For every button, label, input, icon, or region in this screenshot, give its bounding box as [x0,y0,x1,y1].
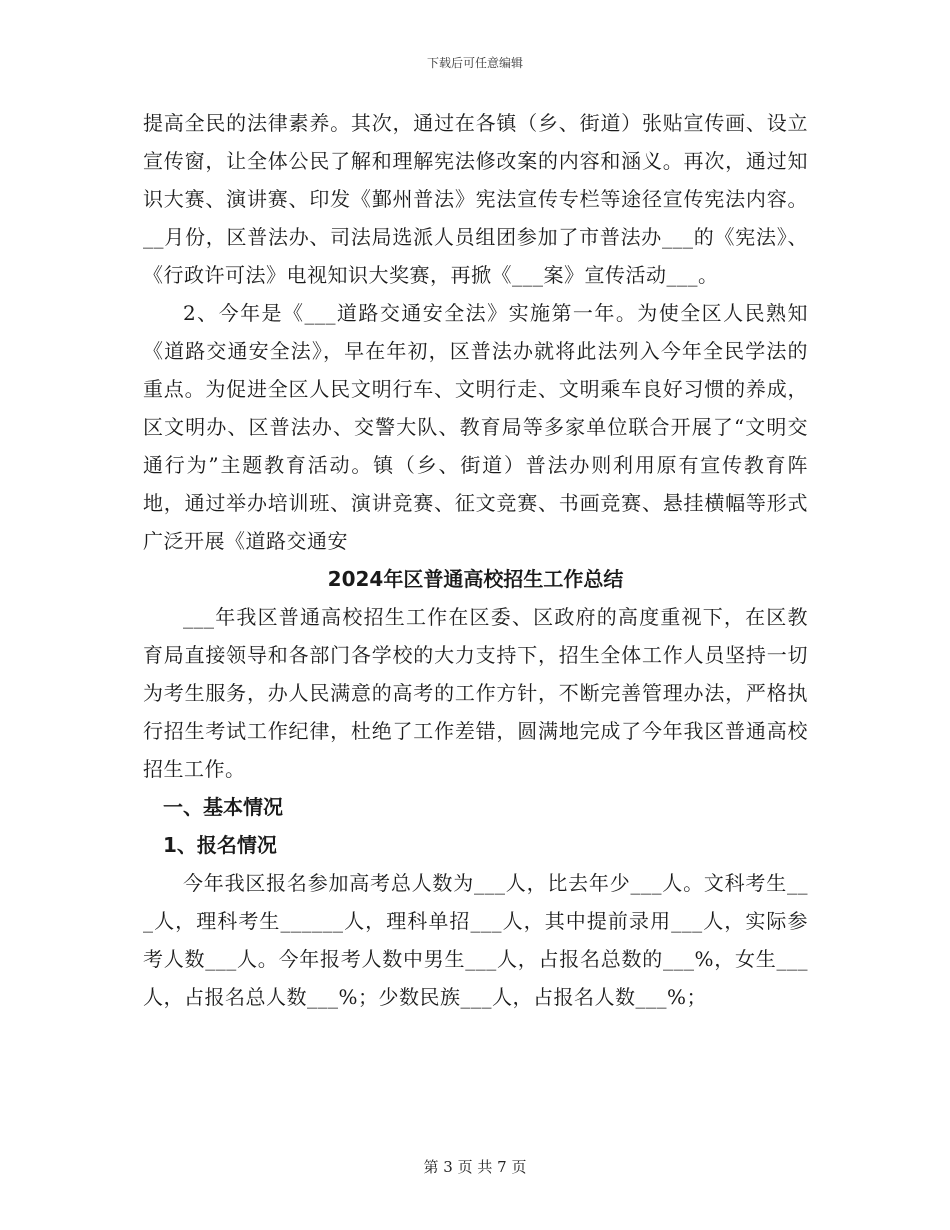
subsection-heading-registration: 1、报名情况 [163,833,277,857]
paragraph-law-awareness: 提高全民的法律素养。其次，通过在各镇（乡、街道）张贴宣传画、设立宣传窗，让全体公民了解和理解宪法修改案的内容和涵义。再次，通过知识大赛、演讲赛、印发《鄞州普法》宪法宣传专栏等途径宣传宪法内容。__月份，区普法办、司法局选派人员组团参加了市普法办___的《宪法》、《行政许可法》电视知识大奖赛，再掀《___案》宣传活动___。 [143,111,808,287]
section-heading-basic-info: 一、基本情况 [163,795,283,819]
paragraph-traffic-law: 2、今年是《___道路交通安全法》实施第一年。为使全区人民熟知《道路交通安全法》，早在年初，区普法办就将此法列入今年全民学法的重点。为促进全区人民文明行车、文明行走、文明乘车良好习惯的养成，区文明办、区普法办、交警大队、教育局等多家单位联合开展了“文明交通行为”主题教育活动。镇（乡、街道）普法办则利用原有宣传教育阵地，通过举办培训班、演讲竞赛、征文竞赛、书画竞赛、悬挂横幅等形式广泛开展《道路交通安 [143,301,808,553]
document-title: 2024年区普通高校招生工作总结 [327,567,624,591]
paragraph-intro: ___年我区普通高校招生工作在区委、区政府的高度重视下，在区教育局直接领导和各部门各学校的大力支持下，招生全体工作人员坚持一切为考生服务，办人民满意的高考的工作方针，不断完善管理办法，严格执行招生考试工作纪律，杜绝了工作差错，圆满地完成了今年我区普通高校招生工作。 [143,605,808,781]
page-header: 下载后可任意编辑 [426,56,523,70]
page-number: 第 3 页 共 7 页 [423,1158,527,1176]
paragraph-registration: 今年我区报名参加高考总人数为___人，比去年少___人。文科考生___人，理科考生______人，理科单招___人，其中提前录用___人，实际参考人数___人。今年报考人数中男生___人，占报名总数的___%，女生___人，占报名总人数___%；少数民族___人，占报名人数___%； [143,871,808,1009]
document-body [143,104,808,1016]
